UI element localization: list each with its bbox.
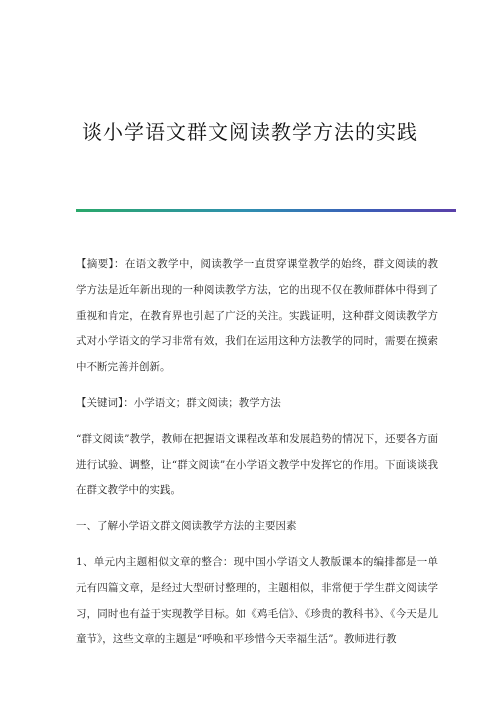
abstract-paragraph (76, 252, 438, 381)
keywords-paragraph (76, 391, 438, 417)
intro-paragraph: “群文阅读”教学，教师在把握语文课程改革和发展趋势的情况下，还要各方面进行试验、调整，让“群文阅读”在小学语文教学中发挥它的作用。下面谈谈我在群文教学中的实践。 (76, 432, 438, 497)
abstract-text: 在语文教学中，阅读教学一直贯穿课堂教学的始终，群文阅读的教学方法是近年新出现的一种阅读教学方法，它的出现不仅在教师群体中得到了重视和肯定，在教育界也引起了广泛的关注。实践证明，这种群文阅读教学方式对小学语文的学习非常有效，我们在运用这种方法教学的同时，需要在摸索中不断完善并创新。 (76, 258, 439, 374)
document-title: 谈小学语文群文阅读教学方法的实践 (82, 120, 418, 144)
keywords-text: 小学语文；群文阅读；教学方法 (133, 396, 281, 409)
section-heading: 一、了解小学语文群文阅读教学方法的主要因素 (76, 520, 297, 533)
keywords-label: 【关键词】： (76, 396, 134, 409)
document-body (76, 252, 438, 663)
abstract-label: 【摘要】： (76, 258, 125, 270)
section-paragraph: 1、单元内主题相似文章的整合：现中国小学语文人教版课本的编排都是一单元有四篇文章，是经过大型研讨整理的，主题相似，非常便于学生群文阅读学习，同时也有益于实现教学目标。如《鸡毛信》、《珍贵的教科书》、《今天是儿童节》，这些文章的主题是“呼唤和平珍惜今天幸福生活”。教师进行教 (76, 555, 438, 646)
title-divider (76, 209, 456, 212)
